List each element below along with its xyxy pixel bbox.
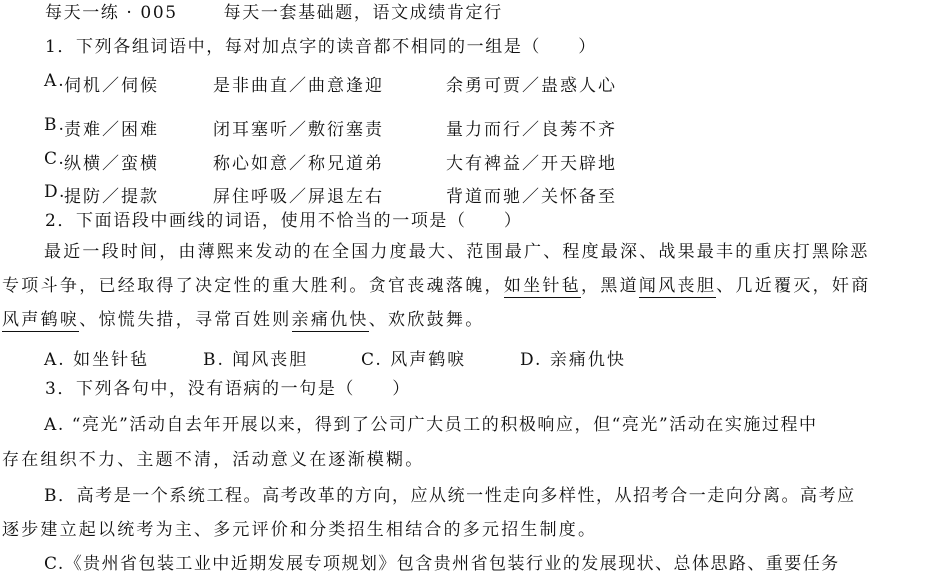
option-letter: C. xyxy=(44,149,66,169)
word-pair: 余勇可贾／蛊惑人心 xyxy=(446,76,617,96)
option-a: A. 如坐针毡 xyxy=(44,350,150,370)
passage-text: 、欢欣鼓舞。 xyxy=(368,310,485,330)
option-letter: B. xyxy=(44,115,66,135)
word-pair: 是非曲直／曲意逢迎 xyxy=(213,76,384,96)
option-c: C. 风声鹤唳 xyxy=(361,350,467,370)
passage-text: 、惊慌失措，寻常百姓则 xyxy=(79,310,292,330)
word-pair: 提防／提款 xyxy=(64,187,159,207)
option-b: B. 闻风丧胆 xyxy=(203,350,309,370)
header xyxy=(45,2,503,24)
passage-line-3 xyxy=(2,309,485,331)
passage-line-1: 最近一段时间，由薄熙来发动的在全国力度最大、范围最广、程度最深、战果最丰的重庆打黑除恶 xyxy=(44,242,870,262)
word-pair: 责难／困难 xyxy=(64,120,159,140)
question-3-option-a-line-1: A. “亮光”活动自去年开展以来，得到了公司广大员工的积极响应，但“亮光”活动在实施过程中 xyxy=(44,415,818,435)
underlined-word: 风声鹤唳 xyxy=(2,310,80,330)
question-1-stem: 1．下列各组词语中，每对加点字的读音都不相同的一组是（ ） xyxy=(45,37,597,57)
passage-line-2 xyxy=(2,275,871,297)
word-pair: 屏住呼吸／屏退左右 xyxy=(213,187,384,207)
option-d: D. 亲痛仇快 xyxy=(520,350,626,370)
word-pair: 大有裨益／开天辟地 xyxy=(446,154,617,174)
option-letter: D. xyxy=(44,182,67,202)
word-pair: 闭耳塞听／敷衍塞责 xyxy=(213,120,384,140)
underlined-word: 如坐针毡 xyxy=(503,276,582,296)
word-pair: 伺机／伺候 xyxy=(64,76,159,96)
question-3-option-b-line-2: 逐步建立起以统考为主、多元评价和分类招生相结合的多元招生制度。 xyxy=(2,520,598,540)
underlined-word: 闻风丧胆 xyxy=(638,276,717,296)
slogan: 每天一套基础题，语文成绩肯定行 xyxy=(223,3,503,23)
question-3-option-b-line-1: B．高考是一个系统工程。高考改革的方向，应从统一性走向多样性，从招考合一走向分离。高考应 xyxy=(44,486,856,506)
question-3-option-c-line-1: C.《贵州省包装工业中近期发展专项规划》包含贵州省包装行业的发展现状、总体思路、重要任务 xyxy=(44,554,840,574)
question-3-option-a-line-2: 存在组织不力、主题不清，活动意义在逐渐模糊。 xyxy=(2,450,425,470)
word-pair: 称心如意／称兄道弟 xyxy=(213,154,384,174)
passage-text: 专项斗争，已经取得了决定性的重大胜利。贪官丧魂落魄， xyxy=(2,276,504,296)
question-2-stem: 2．下面语段中画线的词语，使用不恰当的一项是（ ） xyxy=(45,211,523,231)
option-letter: A. xyxy=(44,71,66,91)
passage-text: ，黑道 xyxy=(581,276,639,296)
passage-text: 、几近覆灭，奸商 xyxy=(716,276,871,296)
underlined-word: 亲痛仇快 xyxy=(291,310,369,330)
practice-title: 每天一练 · 005 xyxy=(45,3,178,23)
word-pair: 背道而驰／关怀备至 xyxy=(446,187,617,207)
word-pair: 量力而行／良莠不齐 xyxy=(446,120,617,140)
question-3-stem: 3．下列各句中，没有语病的一句是（ ） xyxy=(45,379,411,399)
word-pair: 纵横／蛮横 xyxy=(64,154,159,174)
